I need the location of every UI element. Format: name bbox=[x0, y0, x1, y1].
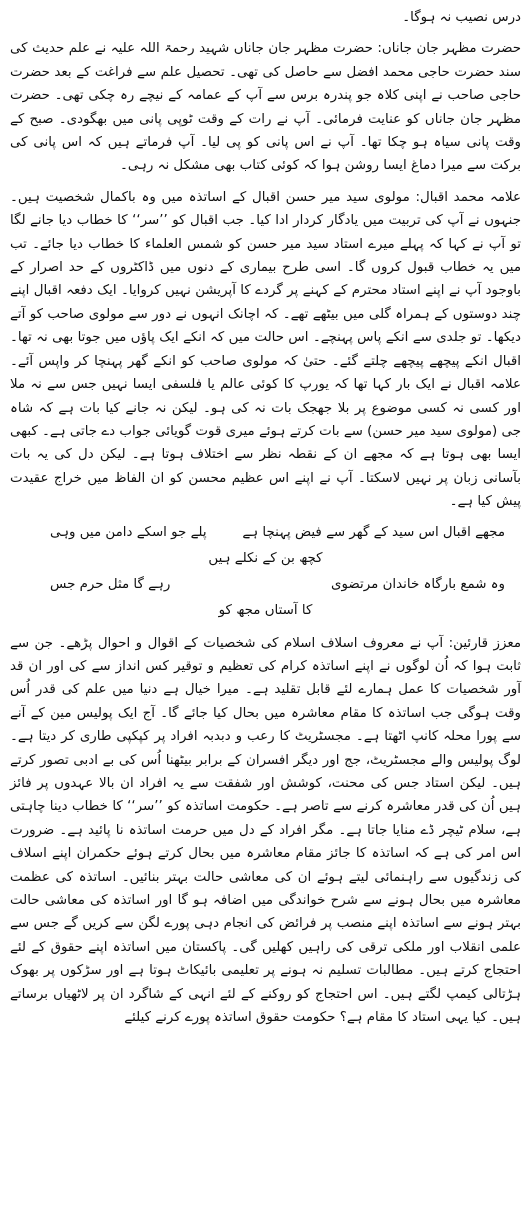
poetry-verse bbox=[10, 520, 521, 624]
paragraph-readers: معزز قارئین: آپ نے معروف اسلاف اسلام کی شخصیات کے اقوال و احوال پڑھے۔ جن سے ثابت ہوا کہ اُن لوگوں نے اپنے اساتذہ کرام کی تعظیم و توقیر کس انداز سے کی اور ان قد آور شخصیات کا عمل ہمارے لئے قابل تقلید ہے۔ میرا خیال ہے دنیا میں علم کی قدر اُس وقت ہوگی جب اساتذہ کا مقام معاشرہ میں بحال کیا جائے گا۔ آج ایک پولیس مین کے آنے سے پورا محلہ کانپ اٹھتا ہے۔ مجسٹریٹ کا رعب و دبدبہ افراد پر کپکپی طاری کر دیتا ہے۔ لوگ پولیس والے مجسٹریٹ، جج اور دیگر افسران کے برابر بیٹھنا اُس کی بے ادبی تصور کرتے ہیں۔ لیکن استاد جس کی محنت، کوشش اور شفقت سے یہ افراد ان بالا عہدوں پر فائز ہیں اُن کی قدر معاشرہ کرنے سے تاصر ہے۔ حکومت اساتذہ کو ’’سر‘‘ کا خطاب دینا چاہتی ہے، سلام ٹیچر ڈے منایا جاتا ہے۔ مگر افراد کے دل میں حرمت اساتذہ نا پائید ہے۔ ضرورت اس امر کی ہے کہ اساتذہ کا جائز مقام معاشرہ میں بحال کرتے ہوئے حکمران اپنے اسلاف کی زندگیوں سے راہنمائی لیتے ہوئے ان کی معاشی حالت بہتر بنائیں۔ اساتذہ کی عظمت معاشرہ میں بحال ہونے سے شرح خواندگی میں اضافہ ہو گا اور اساتذہ کی معاشی حالت بہتر ہونے سے اساتذہ اپنے منصب پر فرائض کی انجام دہی پورے لگن سے کریں گے جس سے علمی انقلاب اور ملکی ترقی کی راہیں کھلیں گی۔ پاکستان میں اساتذہ اپنے حقوق کے لئے احتجاج کرتے ہیں۔ مطالبات تسلیم نہ ہونے پر تعلیمی بائیکاٹ ہوتا ہے اور سڑکوں پر بھوک ہڑتالی کیمپ لگتے ہیں۔ اس احتجاج کو روکنے کے لئے انہی کے شاگرد ان پر لاٹھیاں برساتے ہیں۔ کیا یہی استاد کا مقام ہے؟ حکومت حقوق اساتذہ پورے کرنے کیلئے bbox=[10, 635, 521, 1026]
opening-line: درس نصیب نہ ہوگا۔ bbox=[402, 10, 521, 25]
paragraph-allama-iqbal: علامہ محمد اقبال: مولوی سید میر حسن اقبال کے اساتذہ میں وہ باکمال شخصیت ہیں۔ جنہوں نے آپ کی تربیت میں یادگار کردار ادا کیا۔ جب اقبال کو ’’سر‘‘ کا خطاب دیا جانے لگا تو آپ نے کہا کہ پہلے میرے استاد سید میر حسن کو شمس العلماء کا خطاب دیا جائے۔ تب میں یہ خطاب قبول کروں گا۔ اسی طرح بیماری کے دنوں میں ڈاکٹروں کے حد اصرار کے باوجود آپ نے اپنے استاد محترم کے کہنے پر گردے کا آپریشن نہیں کروایا۔ ایک دفعہ اقبال اپنے چند دوستوں کے ہمراہ گلی میں بیٹھے تھے۔ کہ اچانک انہوں نے دور سے مولوی صاحب کو آتے دیکھا۔ تو جلدی سے انکے پاس پہنچے۔ اس حالت میں کہ انکے ایک پاؤں میں جوتا بھی نہ تھا۔ اقبال انکے پیچھے پیچھے چلتے گئے۔ حتیٰ کہ مولوی صاحب کو انکے گھر پہنچا کر واپس آئے۔ علامہ اقبال نے ایک بار کہا تھا کہ یورپ کا کوئی عالم یا فلسفی ایسا نہیں جس سے نہ ملا اور کسی نہ کسی موضوع پر بلا جھجک بات نہ کی ہو۔ لیکن نہ جانے کیا بات ہے کہ شاہ جی (مولوی سید میر حسن) سے بات کرتے ہوئے میری قوت گویائی جواب دے جاتی ہے۔ کبھی ایسا بھی ہوتا ہے کہ مجھے ان کے نقطہ نظر سے اختلاف ہوتا ہے۔ لیکن دل کی یہ بات بآسانی زبان پر نہیں لاسکتا۔ آپ نے اپنے اس عظیم محسن کو ان الفاظ میں خراج عقیدت پیش کیا ہے۔ bbox=[10, 189, 521, 510]
verse-line-3-right: وہ شمع بارگاہ خاندان مرتضوی bbox=[331, 576, 505, 592]
verse-line-4: کا آستاں مجھ کو bbox=[218, 602, 313, 618]
paragraph-mazhar-jan-janan: حضرت مظہر جان جاناں: حضرت مظہر جان جاناں شہید رحمۃ اللہ علیہ نے علم حدیث کی سند حضرت حاجی محمد افضل سے حاصل کی تھی۔ تحصیل علم سے فراغت کے بعد حضرت حاجی صاحب نے اپنی کلاہ جو پندرہ برس سے آپ کے عمامہ کے نیچے رہ چکی تھی۔ حضرت مظہر جان جاناں کو عنایت فرمائی۔ آپ نے رات کے وقت ٹوپی پانی میں بھگودی۔ صبح کے وقت پانی سیاہ ہو چکا تھا۔ آپ نے اس پانی کو پی لیا۔ آپ فرماتے ہیں کہ اس پانی کی برکت سے میرا دماغ ایسا روشن ہوا کہ کوئی کتاب بھی مشکل نہ رہی۔ bbox=[10, 41, 521, 174]
verse-line-1-right: مجھے اقبال اس سید کے گھر سے فیض پہنچا ہے bbox=[242, 524, 505, 540]
verse-line-3-left: رہے گا مثل حرم جس bbox=[50, 576, 171, 592]
verse-line-1-left: پلے جو اسکے دامن میں وہی bbox=[50, 524, 207, 540]
verse-row-1 bbox=[10, 520, 521, 546]
verse-line-2: کچھ بن کے نکلے ہیں bbox=[208, 550, 323, 566]
verse-row-3 bbox=[10, 572, 521, 598]
